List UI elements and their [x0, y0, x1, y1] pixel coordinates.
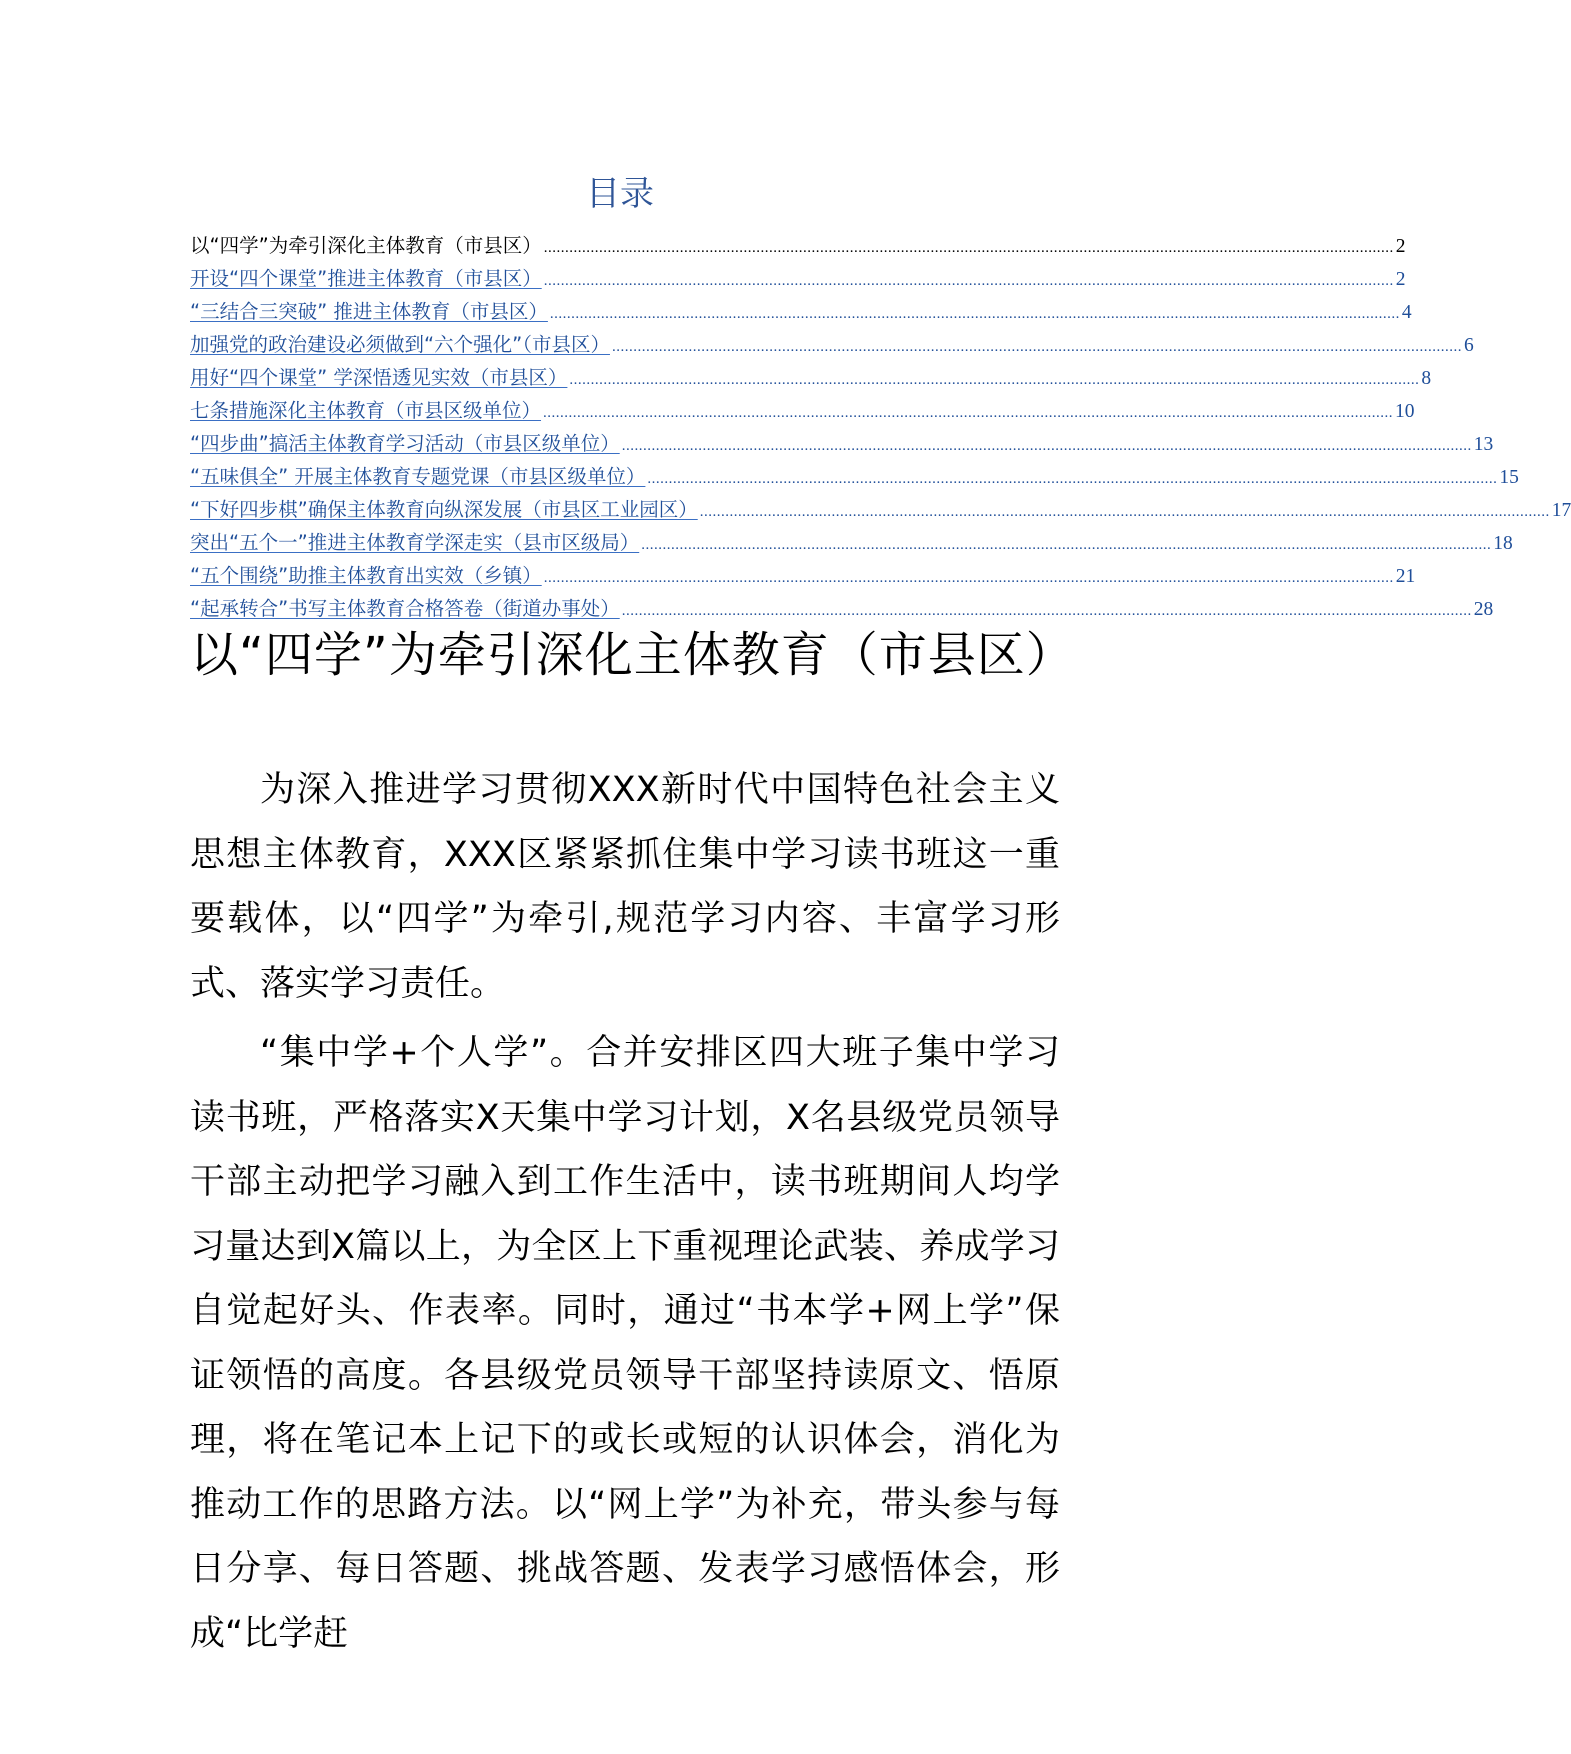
toc-entry[interactable] — [190, 328, 1474, 361]
article-body — [190, 758, 1060, 1666]
toc-entry-title[interactable]: “五个围绕”助推主体教育出实效（乡镇） — [190, 564, 542, 587]
toc-entry-title[interactable]: “下好四步棋”确保主体教育向纵深发展（市县区工业园区） — [190, 498, 698, 521]
toc-dot-leader: ........................................................................................................................................................................................................ — [611, 339, 1462, 355]
toc-dot-leader: ........................................................................................................................................................................................................ — [543, 405, 1394, 421]
toc-entry-title[interactable]: “四步曲”搞活主体教育学习活动（市县区级单位） — [190, 432, 620, 455]
toc-entry-title[interactable]: 突出“五个一”推进主体教育学深走实（县市区级局） — [190, 531, 640, 554]
toc-entry[interactable] — [190, 295, 1412, 328]
toc-heading: 目录 — [586, 174, 654, 214]
toc-entry-page[interactable]: 18 — [1493, 533, 1513, 554]
toc-entry-page[interactable]: 28 — [1473, 599, 1494, 620]
toc-entry[interactable] — [190, 262, 1406, 295]
toc-dot-leader: ........................................................................................................................................................................................................ — [543, 570, 1394, 586]
toc-entry[interactable] — [190, 427, 1494, 460]
toc-entry-page[interactable]: 10 — [1395, 401, 1415, 422]
toc-dot-leader: ........................................................................................................................................................................................................ — [569, 372, 1420, 388]
toc-entry-page[interactable]: 2 — [1395, 236, 1406, 257]
toc-entry-title[interactable]: “起承转合”书写主体教育合格答卷（街道办事处） — [190, 597, 620, 620]
article-title: 以“四学”为牵引深化主体教育（市县区） — [190, 627, 1075, 683]
toc-dot-leader: ........................................................................................................................................................................................................ — [699, 504, 1550, 520]
toc-dot-leader: ........................................................................................................................................................................................................ — [549, 306, 1400, 322]
toc-entry-title[interactable]: 以“四学”为牵引深化主体教育（市县区） — [190, 234, 542, 257]
toc-entry-title[interactable]: 开设“四个课堂”推进主体教育（市县区） — [190, 267, 542, 290]
toc-entry-page[interactable]: 4 — [1401, 302, 1412, 323]
toc-entry[interactable] — [190, 394, 1415, 427]
toc-dot-leader: ........................................................................................................................................................................................................ — [543, 240, 1394, 256]
article-paragraph: “集中学+个人学”。合并安排区四大班子集中学习读书班，严格落实X天集中学习计划，X名县级党员领导干部主动把学习融入到工作生活中，读书班期间人均学习量达到X篇以上，为全区上下重视理论武装、养成学习自觉起好头、作表率。同时，通过“书本学+网上学”保证领悟的高度。各县级党员领导干部坚持读原文、悟原理，将在笔记本上记下的或长或短的认识体会，消化为推动工作的思路方法。以“网上学”为补充，带头参与每日分享、每日答题、挑战答题、发表学习感悟体会，形成“比学赶 — [190, 1033, 1060, 1654]
toc-entry-page[interactable]: 17 — [1551, 500, 1571, 521]
toc-entry-title[interactable]: 七条措施深化主体教育（市县区级单位） — [190, 399, 542, 422]
toc-entry-page[interactable]: 15 — [1499, 467, 1519, 488]
toc-dot-leader: ........................................................................................................................................................................................................ — [647, 471, 1498, 487]
toc-entry[interactable] — [190, 493, 1571, 526]
toc-entry[interactable] — [190, 592, 1494, 625]
toc-dot-leader: ........................................................................................................................................................................................................ — [543, 273, 1394, 289]
toc-dot-leader: ........................................................................................................................................................................................................ — [641, 537, 1492, 553]
toc-entry-page[interactable]: 6 — [1463, 335, 1474, 356]
toc-entry-page[interactable]: 8 — [1421, 368, 1432, 389]
toc-entry[interactable] — [190, 526, 1513, 559]
table-of-contents — [190, 229, 1571, 625]
toc-entry-page[interactable]: 21 — [1395, 566, 1416, 587]
toc-entry[interactable] — [190, 559, 1416, 592]
toc-entry-title[interactable]: 加强党的政治建设必须做到“六个强化”（市县区） — [190, 333, 610, 356]
toc-entry[interactable] — [190, 229, 1406, 262]
toc-entry[interactable] — [190, 361, 1432, 394]
toc-entry-title[interactable]: “三结合三突破” 推进主体教育（市县区） — [190, 300, 548, 323]
article-paragraph: 为深入推进学习贯彻XXX新时代中国特色社会主义思想主体教育，XXX区紧紧抓住集中学习读书班这一重要载体，以“四学”为牵引,规范学习内容、丰富学习形式、落实学习责任。 — [190, 770, 1060, 1004]
toc-entry-page[interactable]: 13 — [1473, 434, 1494, 455]
toc-entry-page[interactable]: 2 — [1395, 269, 1406, 290]
toc-entry[interactable] — [190, 460, 1519, 493]
toc-dot-leader: ........................................................................................................................................................................................................ — [621, 438, 1472, 454]
toc-dot-leader: ........................................................................................................................................................................................................ — [621, 603, 1472, 619]
toc-entry-title[interactable]: “五味俱全” 开展主体教育专题党课（市县区级单位） — [190, 465, 646, 488]
toc-entry-title[interactable]: 用好“四个课堂” 学深悟透见实效（市县区） — [190, 366, 568, 389]
